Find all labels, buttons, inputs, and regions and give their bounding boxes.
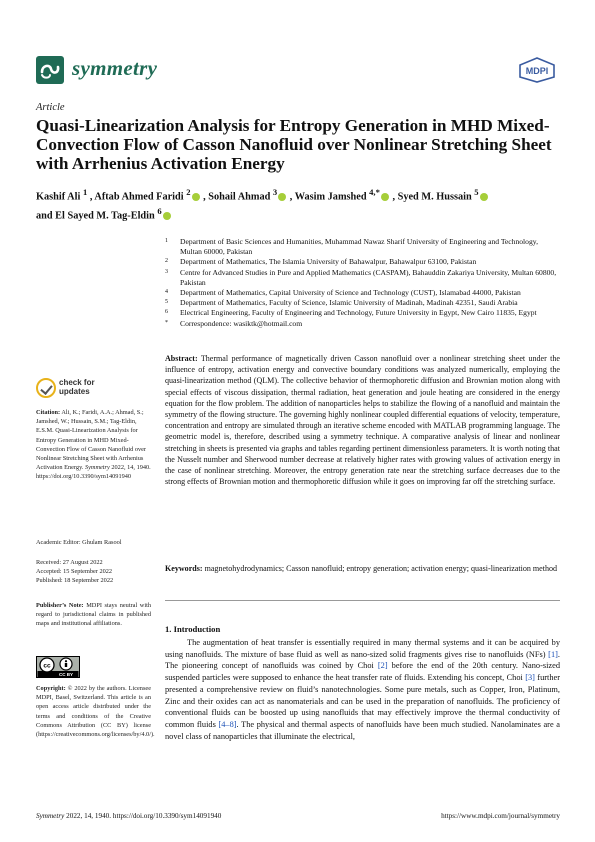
footer-doi[interactable]: 2022, 14, 1940. https://doi.org/10.3390/sym14091940 [66, 812, 222, 820]
author-name[interactable]: , Aftab Ahmed Faridi [89, 191, 184, 203]
author-sup: 3 [272, 187, 278, 197]
check-for-updates-badge[interactable] [36, 378, 124, 400]
svg-text:cc: cc [43, 662, 51, 670]
abstract-text: Thermal performance of magnetically driven Casson nanofluid over a nonlinear stretching sheet under the influence of entropy, activation energy and convective boundary conditions was analyzed numerically, employing the quasi-linearization method (QLM). The collective behavior of thermophoretic diffusion and Brownian motion along with special effects of viscous dissipation, thermal radiation, heat generation and joule heating are considered in the energy equation for the flow problem. The addition of nanoparticles helps to stabilize the flowing of a nanofluid and maintain the symmetry of the flowing structure. The governing highly nonlinear coupled differential equations of velocity, temperature, concentration and entropy are simulated through an iterative scheme encoded with MATLAB programming language. The geometric model is, therefore, described using a symmetry technique. A comparative analysis of linear and nonlinear stretching in sheets is presented via graphs and tables regarding pertinent dimensionless parameters. It is worth noting that the Nusselt number and Sherwood number decrease at relatively higher rates with growing values of activation energy in the case of nonlinear stretching. Moreover, the entropy generation rate near the stretching surface decreases due to the strong effects of Brownian motion and thermophoretic diffusion while it goes on improving far off the stretching surface. [165, 354, 560, 487]
author-list [36, 185, 556, 224]
citation-block [36, 408, 151, 482]
publisher-note-label: Publisher’s Note: [36, 602, 84, 609]
publisher-note [36, 601, 151, 629]
journal-logo-icon [36, 56, 64, 84]
affiliation-item [165, 298, 560, 308]
affiliation-number: 6 [165, 309, 168, 316]
affiliation-item [165, 257, 560, 267]
copyright-label: Copyright: [36, 685, 66, 692]
affiliation-number: 2 [165, 258, 168, 265]
affiliations [165, 237, 560, 329]
section-divider [165, 600, 560, 601]
mdpi-logo[interactable] [518, 57, 556, 83]
intro-text: . The physical and thermal aspects of nanofluids have been much studied. Nanolaminates are a novel class of nanoparticles that illuminate the electrical, [165, 719, 560, 741]
affiliation-text: Department of Mathematics, The Islamia University of Bahawalpur, Bahawalpur 63100, Pakistan [180, 257, 477, 267]
affiliation-number: * [165, 319, 168, 326]
affiliation-text: Department of Basic Sciences and Humanities, Muhammad Nawaz Sharif University of Engineering and Technology, Multan 60000, Pakistan [180, 237, 538, 257]
academic-editor: Academic Editor: Ghulam Rasool [36, 539, 122, 546]
correspondence-email[interactable]: Correspondence: wasiktk@hotmail.com [180, 318, 303, 328]
author-name[interactable]: and El Sayed M. Tag-Eldin [36, 210, 155, 222]
citation-link[interactable]: [2] [377, 661, 388, 671]
copyright-text: © 2022 by the authors. Licensee MDPI, Basel, Switzerland. This article is an open access article distributed under the terms and conditions of the Creative Commons Attribution (CC BY) license (https://creativecommons.org/licenses/by/4.0/). [36, 685, 155, 739]
keywords-text: magnetohydrodynamics; Casson nanofluid; entropy generation; activation energy; quasi-linearization method [204, 564, 558, 573]
intro-paragraph [165, 637, 560, 742]
affiliation-item [165, 268, 560, 288]
abstract [165, 353, 560, 487]
affiliation-number: 5 [165, 299, 168, 306]
check-icon [36, 378, 56, 398]
orcid-icon[interactable] [278, 193, 286, 201]
citation-label: Citation: [36, 409, 61, 416]
intro-text: The augmentation of heat transfer is essentially required in many thermal systems and it can be acquired by using nanofluids. The mixture of base fluid as well as nano-sized solid fragments gives rise to nanofluids (NFs) [165, 638, 560, 659]
orcid-icon[interactable] [480, 193, 488, 201]
cc-by-license-icon[interactable] [36, 656, 80, 678]
author-name[interactable]: Kashif Ali [36, 191, 81, 203]
orcid-icon[interactable] [163, 212, 171, 220]
citation-link[interactable]: [4–8] [218, 719, 237, 729]
keywords-label: Keywords: [165, 564, 203, 573]
affiliation-text: Department of Mathematics, Faculty of Science, Islamic University of Madinah, Madinah 42351, Saudi Arabia [180, 298, 518, 308]
orcid-icon[interactable] [381, 193, 389, 201]
author-sup: 5 [474, 187, 479, 197]
footer-url[interactable]: https://www.mdpi.com/journal/symmetry [441, 812, 560, 820]
intro-text: further presented a comprehensive review on fluid’s nanotechnologies. Some pure metals, such as Copper, Iron, Platinum, Zinc and their oxides can act as nanomaterials and can be used in the preparation of nanofluids. The proficiency of conventional fluids can be boosted up using nanofluids that may effectively improve the thermal conductivity of common fluids [165, 673, 560, 729]
intro-text: . The pioneering concept of nanofluids was coined by Choi [165, 649, 560, 671]
affiliation-text: Electrical Engineering, Faculty of Engineering and Technology, Future University in Egypt, New Cairo 11835, Egypt [180, 308, 537, 318]
author-name[interactable]: , Wasim Jamshed [289, 191, 367, 203]
author-sup: 6 [157, 206, 162, 217]
journal-name[interactable]: symmetry [72, 56, 158, 80]
affiliation-item [165, 308, 560, 318]
correspondence [165, 319, 560, 329]
author-sup: 2 [186, 187, 191, 197]
published-date: Published: 18 September 2022 [36, 577, 114, 585]
abstract-label: Abstract: [165, 354, 198, 363]
footer-journal: Symmetry [36, 812, 65, 820]
received-date: Received: 27 August 2022 [36, 559, 103, 566]
check-for-updates-label: check for updates [59, 378, 95, 396]
affiliation-item [165, 288, 560, 298]
section-heading: 1. Introduction [165, 624, 221, 634]
copyright-block [36, 684, 155, 739]
cc-by-label: CC BY [58, 672, 74, 677]
orcid-icon[interactable] [192, 193, 200, 201]
accepted-date: Accepted: 15 September 2022 [36, 568, 113, 576]
affiliation-number: 1 [165, 238, 168, 244]
affiliation-number: 3 [165, 268, 168, 275]
citation-link[interactable]: [3] [525, 673, 535, 683]
paper-title: Quasi-Linearization Analysis for Entropy Generation in MHD Mixed-Convection Flow of Casson Nanofluid over Nonlinear Stretching Sheet with Arrhenius Activation Energy [36, 116, 552, 173]
author-sup: 4,* [369, 187, 380, 197]
publisher-note-text: MDPI stays neutral with regard to jurisdictional claims in published maps and institutional affiliations. [36, 602, 151, 628]
citation-text: Ali, K.; Faridi, A.A.; Ahmad, S.; Jamshed, W.; Hussain, S.M.; Tag-Eldin, E.S.M. Quasi-Linearization Analysis for Entropy Generation in MHD Mixed-Convection Flow of Casson Nanofluid over Nonlinear Stretching Sheet with Arrhenius Activation Energy. [36, 409, 147, 472]
affiliation-text: Centre for Advanced Studies in Pure and Applied Mathematics (CASPAM), Bahauddin Zakariya University, Multan 60800, Pakistan [180, 267, 557, 287]
author-name[interactable]: , Syed M. Hussain [392, 191, 472, 203]
affiliation-number: 4 [165, 289, 168, 296]
citation-journal: Symmetry [84, 464, 110, 472]
article-type: Article [36, 102, 65, 113]
author-sup: 1 [82, 187, 88, 197]
footer-citation [36, 812, 221, 820]
affiliation-item [165, 237, 560, 257]
citation-link[interactable]: [1] [548, 649, 558, 659]
mdpi-logo-text: MDPI [525, 66, 549, 76]
intro-text: before the end of the 20th century. Nano-sized suspended particles were supposed to enhance the heat transfer rate of fluids. Extending his concept, Choi [165, 661, 560, 683]
publication-dates [36, 558, 151, 586]
affiliation-text: Department of Mathematics, Capital University of Science and Technology (CUST), Islamabad 44000, Pakistan [180, 288, 521, 298]
citation-doi[interactable]: 2022, 14, 1940. https://doi.org/10.3390/sym14091940 [36, 464, 151, 481]
author-name[interactable]: , Sohail Ahmad [203, 191, 271, 203]
keywords [165, 563, 560, 574]
